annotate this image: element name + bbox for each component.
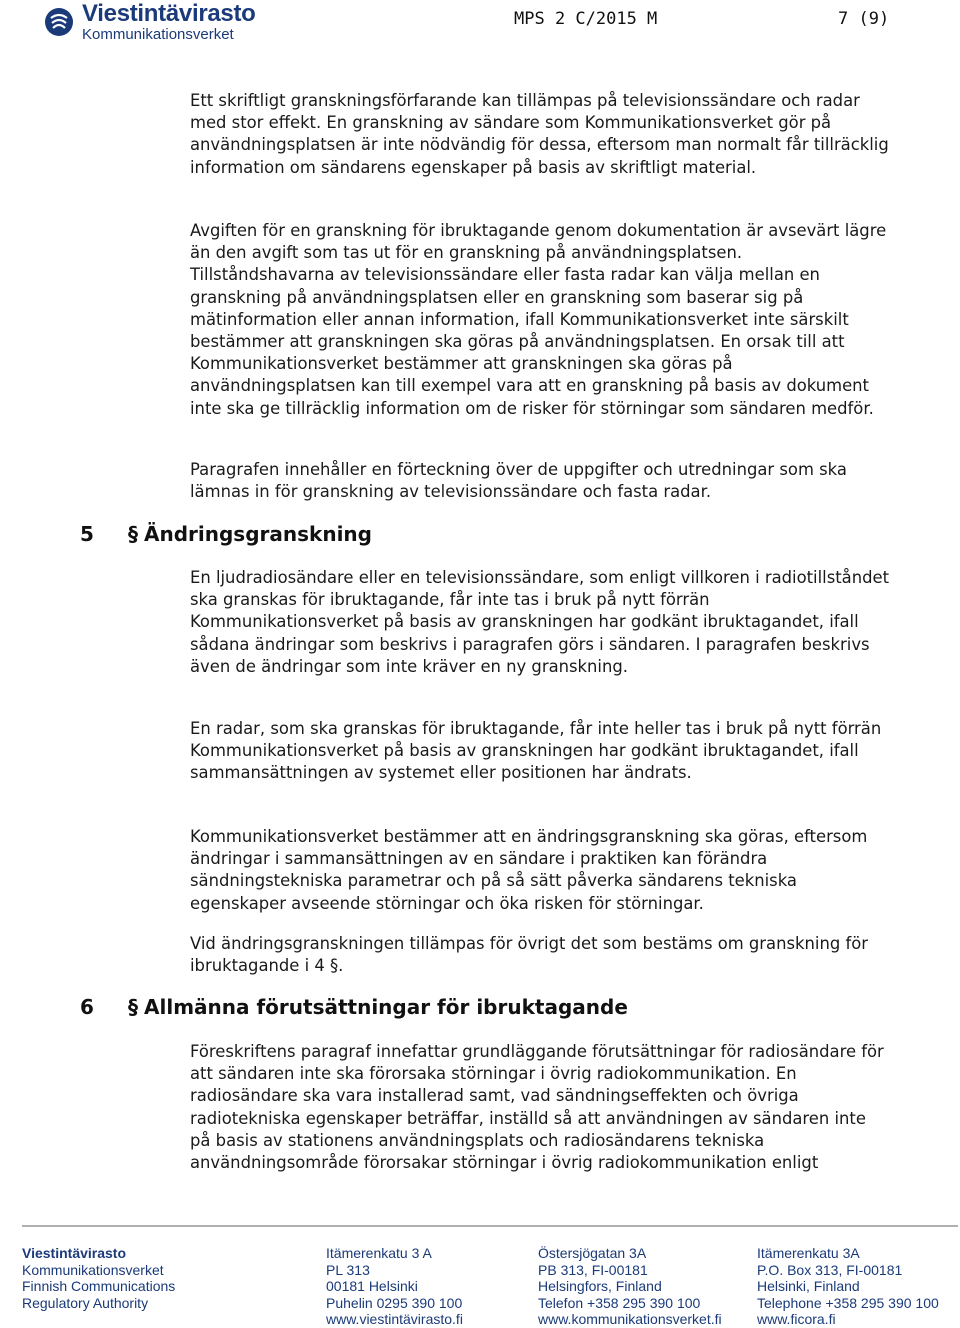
section-title: Ändringsgranskning (144, 522, 372, 546)
footer-line: PL 313 (326, 1261, 370, 1278)
footer-line: Itämerenkatu 3A (757, 1245, 860, 1261)
section-number: 5 (80, 522, 94, 546)
footer-column-agency (22, 1245, 175, 1311)
logo-subtitle: Kommunikationsverket (82, 26, 234, 43)
footer-line: 00181 Helsinki (326, 1278, 418, 1294)
footer-website-link[interactable]: www.viestintävirasto.fi (326, 1311, 463, 1327)
page-header (0, 0, 960, 50)
footer-line: Puhelin 0295 390 100 (326, 1294, 463, 1311)
paragraph-fee: Avgiften för en granskning för ibruktagande genom dokumentation är avsevärt lägre än den avgift som tas ut för en granskning på användningsplatsen. Tillståndshavarna av televisionssändare eller fasta radar kan välja mellan en granskning på användningsplatsen eller en granskning som baserar sig på mätinformation eller annan information, ifall Kommunikationsverket inte särskilt bestämmer att granskningen ska göras på användningsplatsen. En orsak till att Kommunikationsverket bestämmer att granskningen ska göras på användningsplatsen kan till exempel vara att en granskning på basis av dokument inte ska ge tillräcklig information om de risker för störningar som sändaren medför. (190, 221, 887, 418)
paragraph-sound-radio: En ljudradiosändare eller en televisionssändare, som enligt villkoren i radiotillståndet ska granskas för ibruktagande, får inte tas i bruk på nytt förrän Kommunikationsverket på basis av granskningen har godkänt ibruktagandet, ifall sådana ändringar som beskrivs i paragrafen görs i sändaren. I paragrafen beskrivs även de ändringar som inte kräver en ny granskning. (190, 568, 890, 676)
section-sign: § (128, 995, 138, 1019)
paragraph-written-procedure: Ett skriftligt granskningsförfarande kan tillämpas på televisionssändare och radar med stor effekt. En granskning av sändare som Kommunikationsverket gör på användningsplatsen är inte nödvändig för dessa, eftersom man normalt får tillräcklig information om sändarens egenskaper på basis av skriftligt material. (190, 91, 889, 177)
footer-line: Telephone +358 295 390 100 (757, 1294, 939, 1311)
footer-line: Telefon +358 295 390 100 (538, 1294, 701, 1311)
footer-line: Helsingfors, Finland (538, 1278, 662, 1294)
footer-divider (22, 1225, 958, 1227)
footer-line: Kommunikationsverket (22, 1261, 164, 1278)
footer-line: Östersjögatan 3A (538, 1245, 647, 1261)
paragraph-list: Paragrafen innehåller en förteckning över de uppgifter och utredningar som ska lämnas in för granskning av televisionssändare och fasta radar. (190, 460, 847, 502)
section-number: 6 (80, 995, 94, 1019)
section-sign: § (128, 522, 138, 546)
footer-line: Itämerenkatu 3 A (326, 1245, 432, 1261)
section-title: Allmänna förutsättningar för ibruktagande (144, 995, 628, 1019)
footer-website-link[interactable]: www.kommunikationsverket.fi (538, 1311, 722, 1327)
footer-column-english-address (757, 1245, 939, 1328)
footer-column-finnish-address (326, 1245, 463, 1328)
footer-line: Helsinki, Finland (757, 1278, 860, 1294)
logo-emblem-icon (44, 7, 74, 37)
footer-column-swedish-address (538, 1245, 722, 1328)
footer-line: Regulatory Authority (22, 1294, 149, 1311)
footer-website-link[interactable]: www.ficora.fi (757, 1311, 836, 1327)
footer-agency-name: Viestintävirasto (22, 1245, 127, 1261)
footer-line: PB 313, FI-00181 (538, 1261, 648, 1278)
document-reference: MPS 2 C/2015 M (514, 9, 658, 29)
footer-line: Finnish Communications (22, 1278, 176, 1294)
section-heading-5 (80, 522, 372, 546)
logo-title: Viestintävirasto (82, 0, 256, 27)
paragraph-other-rules: Vid ändringsgranskningen tillämpas för övrigt det som bestäms om granskning för ibruktagande i 4 §. (190, 934, 868, 976)
paragraph-change-inspection: Kommunikationsverket bestämmer att en ändringsgranskning ska göras, eftersom ändringar i sammansättningen av en sändare i praktiken kan förändra sändningstekniska parametrar och på så sätt påverka sändarens tekniska egenskaper avseende störningar och öka risken för störningar. (190, 827, 868, 913)
footer-line: P.O. Box 313, FI-00181 (757, 1261, 903, 1278)
section-heading-6 (80, 995, 628, 1019)
page-number: 7 (9) (838, 9, 890, 29)
paragraph-general-requirements: Föreskriftens paragraf innefattar grundläggande förutsättningar för radiosändare för att sändaren inte ska förorsaka störningar i övrig radiokommunikation. En radiosändare ska vara installerad samt, vad sändningseffekten och övriga radiotekniska egenskaper beträffar, inställd så att användningen av sändaren inte på basis av stationens användningsplats och radiosändarens tekniska användningsområde förorsakar störningar i övrig radiokommunikation enligt (190, 1042, 884, 1173)
paragraph-radar: En radar, som ska granskas för ibruktagande, får inte heller tas i bruk på nytt förrän Kommunikationsverket på basis av granskningen har godkänt ibruktagandet, ifall sammansättningen av systemet eller positionen har ändrats. (190, 719, 882, 783)
logo (44, 2, 256, 42)
